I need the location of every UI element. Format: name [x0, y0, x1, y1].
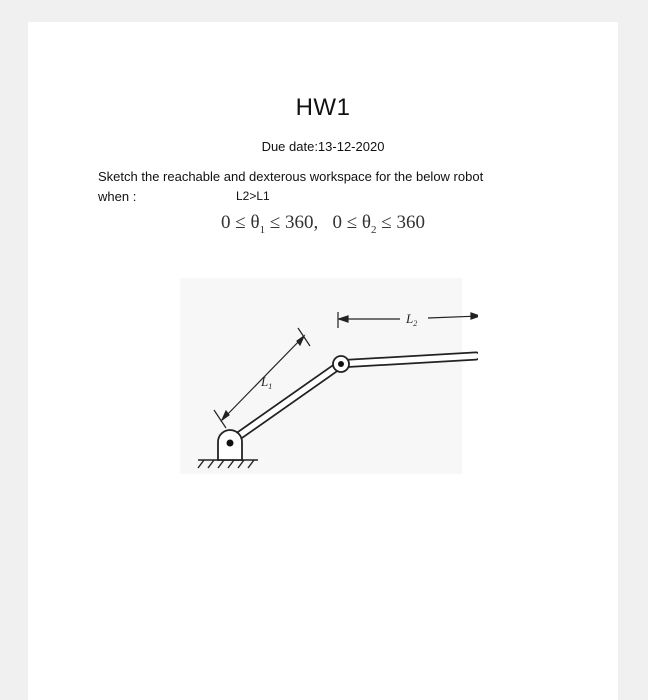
condition-text: L2>L1: [236, 189, 270, 203]
document-page: [28, 22, 618, 700]
task-line-2: when :: [98, 189, 137, 204]
l2-label: $L_2$: [406, 311, 418, 328]
page-title: HW1: [295, 94, 351, 121]
robot-arm-figure: [178, 270, 478, 485]
elbow-joint-pin: [338, 361, 344, 367]
l1-label: $L_1$: [261, 374, 273, 391]
base-joint: [227, 440, 234, 447]
theta2-range: $0 \le \theta_2 \le 360$: [332, 212, 425, 236]
angle-constraint: [28, 212, 618, 236]
task-text: [98, 167, 568, 207]
due-date: Due date:13-12-2020: [261, 139, 385, 154]
task-line-1: Sketch the reachable and dexterous workspace for the below robot: [98, 169, 484, 184]
theta1-range: $0 \le \theta_1 \le 360$,: [221, 212, 319, 236]
